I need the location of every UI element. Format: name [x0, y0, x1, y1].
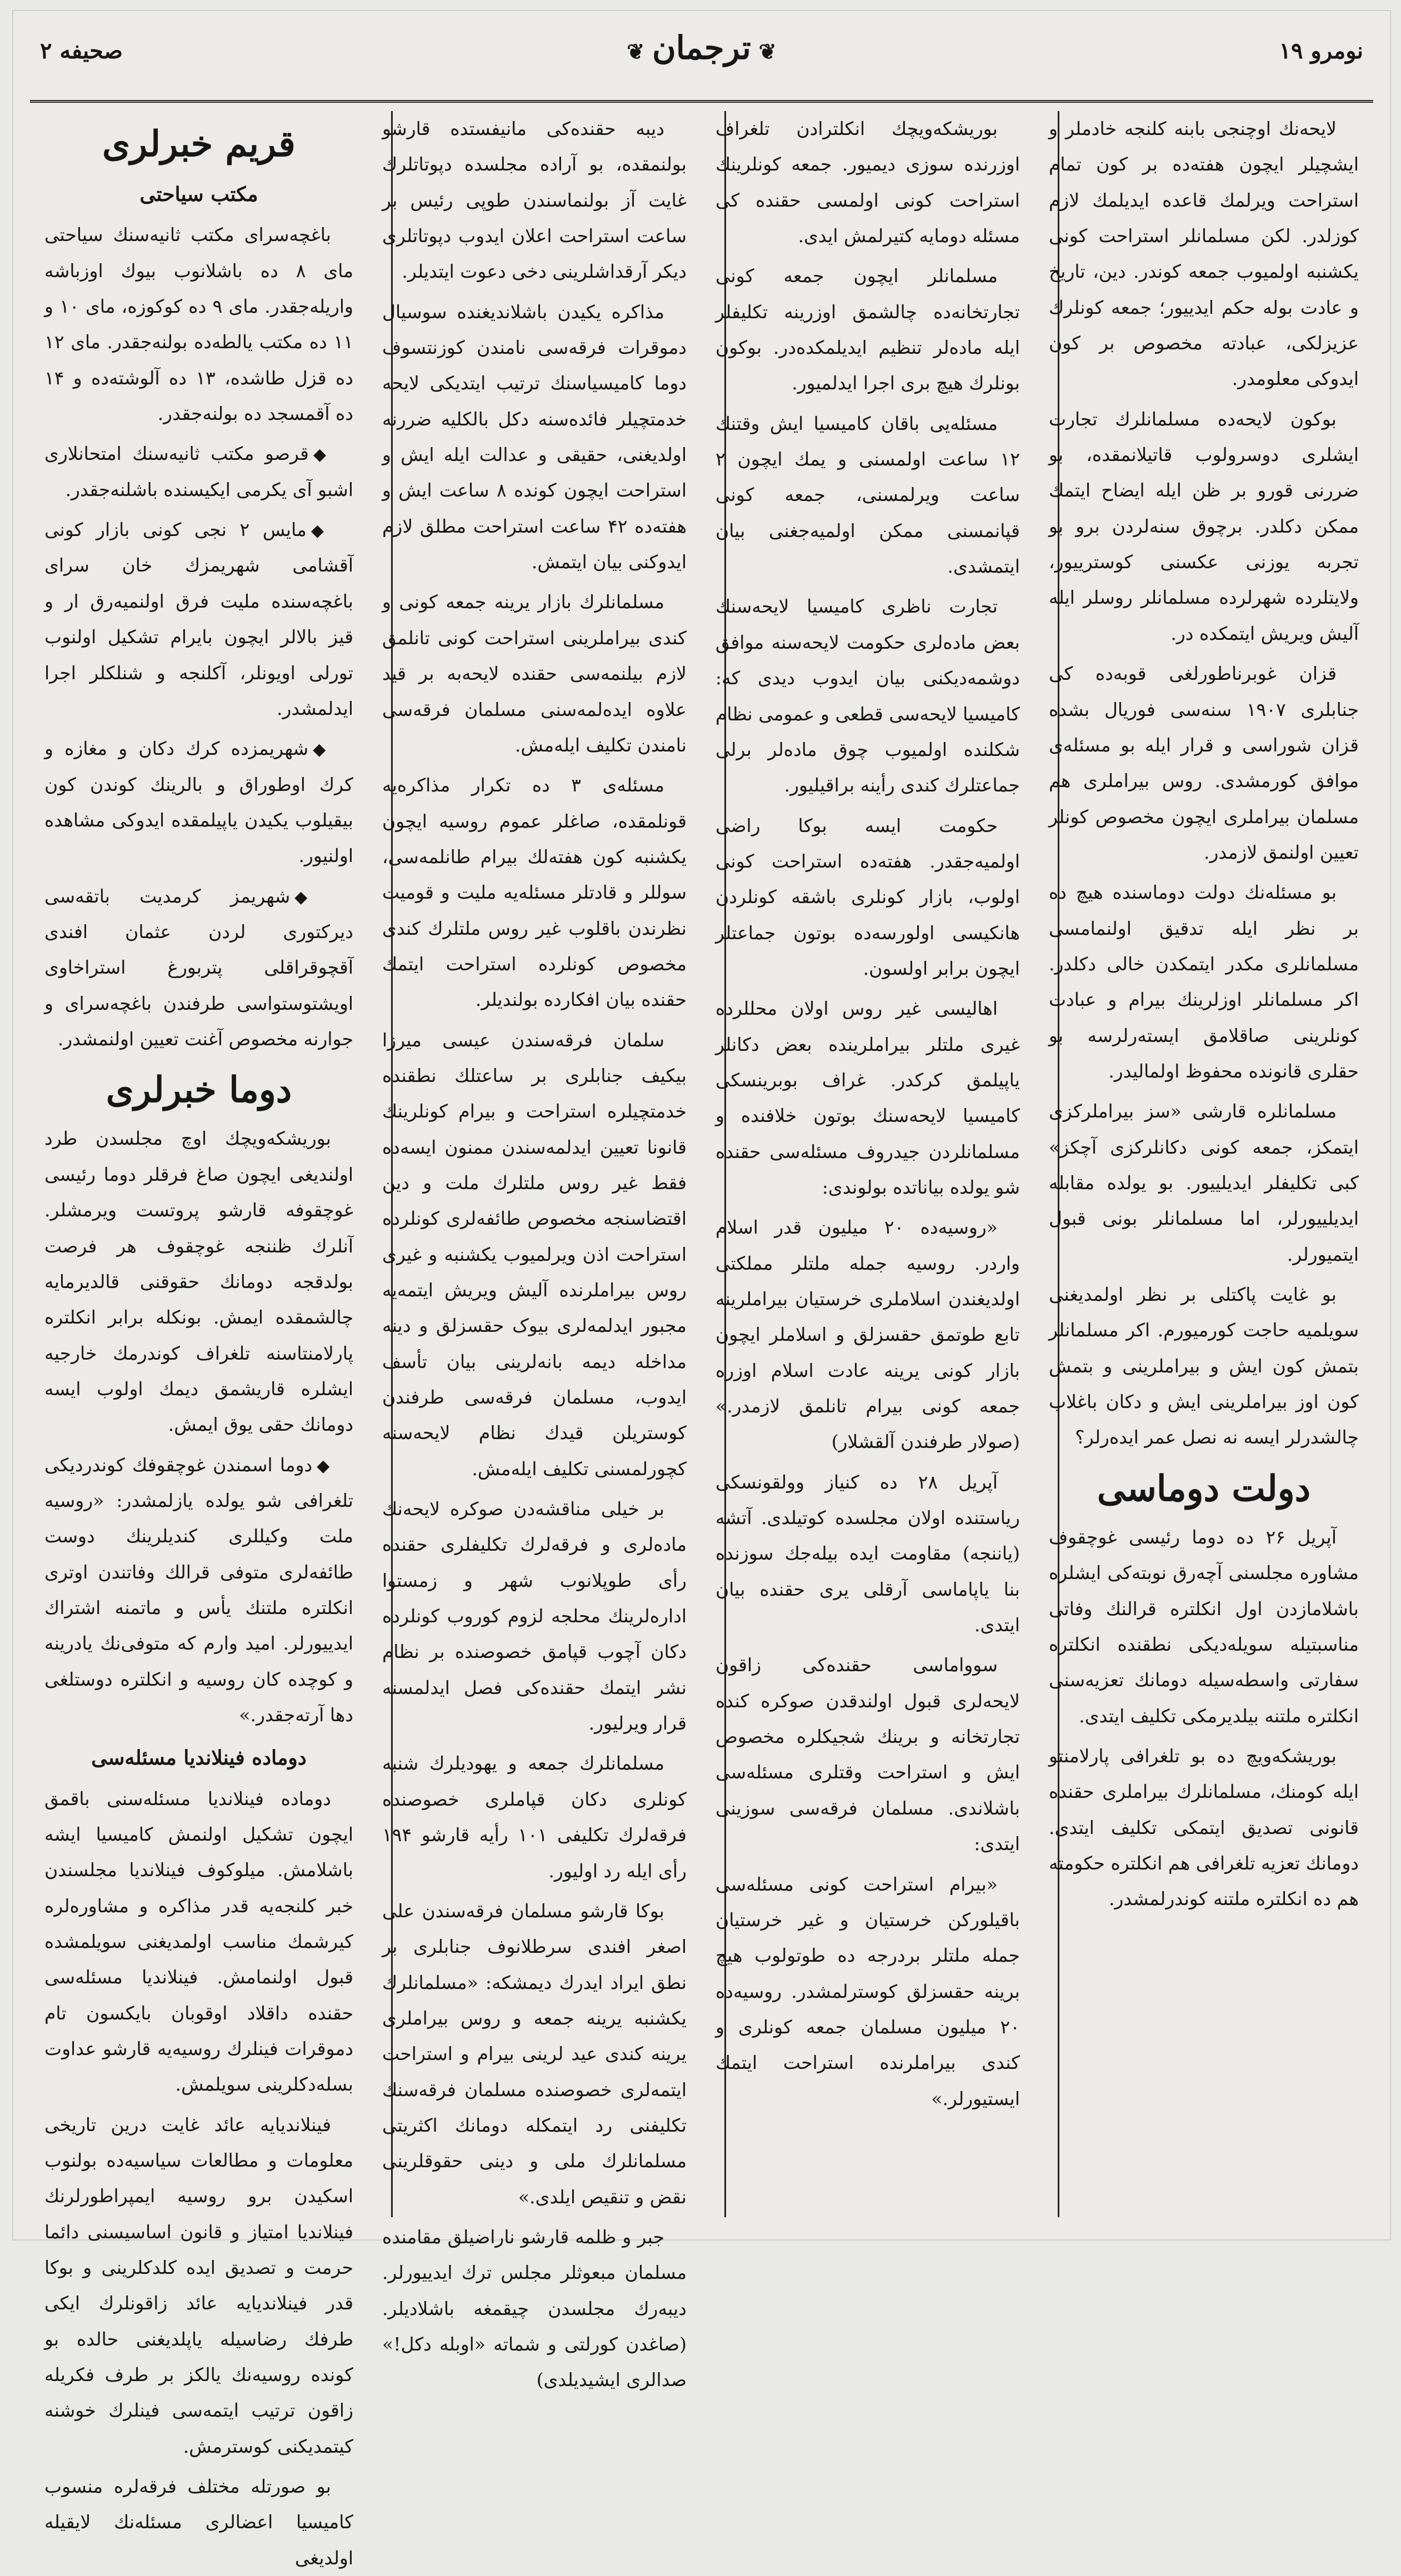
article-paragraph: مسئله‌یی باقان کامیسیا ایش وقتنك ۱۲ ساعت اولمسنی و یمك ایچون ۲ ساعت ویرلمسنی، جمعه کونی قپانمسنی ممکن اولمیه‌جغنی بیان ایتمشدی. [715, 412, 1020, 578]
article-paragraph: سوواماسی حقنده‌کی زاقون لایحه‌لری قبول اولندقدن صوکره کنده تجارتخانه و برینك شجیکلره مخصوص ایش و استراحت وقتلری مسئله‌سی باشلاندی. مسلمان فرقه‌سی سوزینی ایتدی: [715, 1654, 1020, 1855]
diamond-bullet-icon: ◆ [313, 740, 331, 760]
article-paragraph: مذاکره یکیدن باشلاندیغنده سوسیال دموقرات فرقه‌سی نامندن کوزنتسوف دوما کامیسیاسنك ترتیب ایتدیکی لایحه خدمتچیلر فائده‌سنه دکل بالکلیه ضررنه اولدیغنی، حقیقی و عدالت ایله ایش و استراحت ایچون کونده ۸ ساعت ایش و هفته‌ده ۴۲ ساعت استراحت مطلق لازم ایدوکنی بیان ایتمش. [382, 300, 687, 573]
article-paragraph: لایحه‌نك اوچنجی بابنه کلنجه خادملر و ایشچیلر ایچون هفته‌ده بر کون تمام استراحت ویرلمك قاعده ایدیلمك لازم کوزلدر. لکن مسلمانلر استراحت کونی یکشنبه اولمیوب جمعه کوندر. دین، تاریخ و عادت بوله حکم ایدییور؛ جمعه کونلرك عزیزلکی، عبادته مخصوص بر کون ایدوکی معلومدر. [1049, 118, 1359, 390]
article-paragraph: دوماده فینلاندیا مسئله‌سنی باقمق ایچون تشکیل اولنمش کامیسیا ایشه باشلامش. میلوکوف فینلاندیا مجلسندن خبر کلنجه‌یه قدر مذاکره و مشاوره‌لره کیرشمك مناسب اولمدیغنی سویلمشده قبول اولنمامش. فینلاندیا مسئله‌سی حقنده داقلاد اوقوبان بایکسون تام دموقرات فینلرك روسیه‌یه قارشو عداوت بسله‌دکلرینی سویلمش. [44, 1787, 353, 2096]
masthead [30, 19, 1373, 102]
article-paragraph: سلمان فرقه‌سندن عیسی میرزا بیکیف جنابلری بر ساعتلك نطقنده خدمتچیلره استراحت و بیرام کونلرینك قانونا تعیین ایدلمه‌سندن ممنون ایسه‌ده فقط غیر روس ملتلرك ملت و دین اقتضاسنجه مخصوص طائفه‌لری کونلرده استراحت اذن ویرلمیوب یکشنبه و غیری روس بیراملرنده آلیش ویریش ایتمه‌یه مجبور ایدلمه‌لری بیوک حقسزلق و دینه مداخله دیمه بانه‌لرینی بیان تأسف ایدوب، مسلمان فرقه‌سی طرفندن کوستریلن قیدك نظام لایحه‌سنه کچورلمسنی تکلیف ایله‌مش. [382, 1029, 687, 1480]
article-paragraph: تجارت ناظری کامیسیا لایحه‌سنك بعض ماده‌لری حکومت لایحه‌سنه موافق دوشمه‌دیکنی بیان ایدوب دیدی که: کامیسیا لایحه‌سی قطعی و عمومی نظام شکلنده اولمیوب چوق ماده‌لر برلی جماعتلرك کندی رأینه براقیلیور. [715, 595, 1020, 796]
article-paragraph: بر خیلی مناقشه‌دن صوکره لایحه‌نك ماده‌لری و فرقه‌لرك تکلیفلری حقنده رأی طوپلانوب شهر و زمستوا اداره‌لرینك محلجه لزوم کوروب کونلرده دکان آچوب قپامق خصوصنده بر نظام نشر ایتمك حقنده‌کی فصل ایدلمسنه قرار ویرلیور. [382, 1498, 687, 1735]
news-item [44, 512, 353, 726]
article-paragraph: مسلمانلره قارشی «سز بیراملرکزی ایتمکز، جمعه کونی دکانلرکزی آچکز» کبی تکلیفلر ایدیلییور. بو یولده مقابله ایدیلییورلر، اما مسلمانلر بونی قبول ایتمیورلر. [1049, 1100, 1359, 1265]
article-paragraph: مسلمانلرك بازار یرینه جمعه کونی و کندی بیراملرینی استراحت کونی تانلمق لازم بیلنمه‌سی حقنده لایحه‌به بر قید علاوه ایده‌لمه‌سنی مسلمان فرقه‌سی نامندن تکلیف ایله‌مش. [382, 591, 687, 756]
article-paragraph: آپریل ۲۸ ده کنیاز وولقونسکی ریاستنده اولان مجلسده کوتیلدی. آتشه (یاننجه) مقاومت ایده بیله‌جك سوزنده بنا یاپاماسی آرقلی یری حقنده بیان ایتدی. [715, 1471, 1020, 1636]
news-item-text: قرصو مکتب ثانیه‌سنك امتحانلاری اشبو آی یکرمی ایکیسنده باشلنه‌جقدر. [44, 443, 353, 500]
diamond-bullet-icon: ◆ [313, 445, 332, 465]
column-2 [701, 111, 1034, 2217]
article-paragraph: بوریشکه‌ویچك انکلترادن تلغراف اوزرنده سوزی دیمیور. جمعه کونلرینك استراحت کونی اولمسی حقنده کی مسئله دومایه کتیرلمش ایدی. [715, 118, 1020, 247]
article-paragraph: «روسیه‌ده ۲۰ میلیون قدر اسلام واردر. روسیه جمله ملتلر مملکتی اولدیغندن اسلاملری خرستیان بیراملرینه تابع طوتمق حقسزلق و اسلاملر ایچون بازار کونی یرینه عادت اسلام اوزره جمعه کونی بیرام تانلمق لازمدر.» (صولار طرفندن آلقشلار) [715, 1216, 1020, 1453]
subheading-school-trip: مکتب سیاحتی [139, 183, 258, 207]
column-1 [1034, 111, 1373, 2217]
diamond-bullet-icon: ◆ [317, 1456, 331, 1476]
ornament-icon: ❦ [627, 39, 645, 64]
article-paragraph: باغچه‌سرای مکتب ثانیه‌سنك سیاحتی مای ۸ ده باشلانوب بیوك اوزباشه واریله‌جقدر. مای ۹ ده کوکوزه، مای ۱۰ و ۱۱ ده مکتب یالطه‌ده بولنه‌جقدر. مای ۱۲ ده قزل طاشده، ۱۳ ده آلوشته‌ده و ۱۴ ده آقمسجد ده بولنه‌جقدر. [44, 224, 353, 425]
article-paragraph: بوکا قارشو مسلمان فرقه‌سندن علی اصغر افندی سرطلانوف جنابلری بر نطق ایراد ایدرك دیمشکه: «مسلمانلرك یکشنبه یرینه جمعه و روس بیراملری یرینه کندی عید لرینی بیرام و استراحت ایتمه‌لری خصوصنده مسلمان فرقه‌سنك تکلیفنی رد ایتمکله دومانك اکثریتی مسلمانلرك ملی و دینی حقوقلرینی نقض و تنقیص ایلدی.» [382, 1900, 687, 2208]
section-heading-crimea-news: قریم خبرلری [102, 123, 296, 165]
article-paragraph: جبر و ظلمه قارشو ناراضیلق مقامنده مسلمان مبعوثلر مجلس ترك ایدییورلر. دیبه‌رك مجلسدن چیقمغه باشلادیلر. (صاغدن کورلتی و شماته «اوبله دکل!» صدالری ایشیدیلدی) [382, 2226, 687, 2391]
news-item-text: شهریمز کرمدیت باتقه‌سی دیرکتوری لردن عثمان افندی آقچوقراقلی پتربورغ استراخاوی اویشتوستواسی طرفندن باغچه‌سرای و جوارنه مخصوص آغنت تعیین اولنمشدر. [44, 885, 353, 1050]
article-paragraph: «بیرام استراحت کونی مسئله‌سی باقیلورکن خرستیان و غیر خرستیان جمله ملتلر بردرجه ده طوتولوب هیچ برینه حقسزلق کوسترلمشدر. روسیه‌ده ۲۰ میلیون مسلمان جمعه کونلری و کندی بیراملرنده استراحت ایتمك ایستیورلر.» [715, 1873, 1020, 2109]
newspaper-title [619, 29, 784, 67]
article-paragraph: بوریشکه‌ویچ ده بو تلغرافی پارلامنتو ایله کومنك، مسلمانلرك بیراملری حقنده قانونی تصدیق ایتمکی تکلیف ایتدی. دومانك تعزیه تلغرافی هم انکلتره حکومته هم ده انکلتره ملتنه کوندرلمشدر. [1048, 1745, 1359, 1910]
subheading-finland-question: دوماده فینلاندیا مسئله‌سی [91, 1746, 307, 1770]
news-item-text: مایس ۲ نجی کونی بازار کونی آقشامی شهریمزك خان سرای باغچه‌سنده ملیت فرق اولنمیه‌رق ار و قیز بالالر ایچون بایرام تشکیل اولنوب تورلی اویونلر، آکلنجه و شنلکلر اجرا ایدلمشدر. [44, 519, 353, 719]
article-paragraph: بوکون لایحه‌ده مسلمانلرك تجارت ایشلری دوسرولوب قاتیلانمقده، بو ضررنی قورو بر ظن ایله ایضاح ایتمك ممکن دکلدر. برچوق سنه‌لردن برو بو تجربه یوزنی عکسنی کوسترییور، ولایتلرده شهرلرده مسلمانلر روسلر ایله آلیش ویریش ایتمکده در. [1049, 408, 1359, 644]
column-4 [30, 111, 368, 2569]
article-paragraph: بو مسئله‌نك دولت دوماسنده هیچ ده بر نظر ایله تدقیق اولنمامسی مسلمانلری مکدر ایتمکدن خالی دکلدر. اکر مسلمانلر اوزلرینك بیرام و عبادت کونلرینی صاقلامق ایسته‌رلرسه بو حقلری قانونده محفوظ اولمالیدر. [1049, 881, 1359, 1082]
article-paragraph: قزان غوبرناطورلغی قوبه‌ده کی جنابلری ۱۹۰۷ سنه‌سی فوریال بشده قزان شوراسی و قرار ایله بو مسئله‌ی موافق کورمشدی. روس بیراملری هم مسلمان بیراملری ایچون مخصوص کونلر تعیین اولنمق لازمدر. [1049, 663, 1359, 863]
section-heading-duma-news: دوما خبرلری [106, 1069, 292, 1111]
news-item [44, 731, 353, 874]
article-paragraph: مسئله‌ی ۳ ده تکرار مذاکره‌یه قونلمقده، صاغلر عموم روسیه ایچون یکشنبه کون هفته‌لك بیرام طانلمه‌سی، سوللر و قادتلر مسئله‌یه ملیت و قومیت نظرندن باقلوب غیر روس ملتلرك کندی مخصوص کونلرده استراحت ایتمك حقنده بیان افکارده بولندیلر. [382, 774, 687, 1011]
article-paragraph: مسلمانلر ایچون جمعه کونی تجارتخانه‌ده چالشمق اوزرینه تکلیفلر ایله ماده‌لر تنظیم ایدیلمکده‌در. بوکون بونلرك هیچ بری اجرا ایدلمیور. [715, 265, 1020, 394]
article-paragraph: بوریشکه‌ویچك اوچ مجلسدن طرد اولندیغی ایچون صاغ فرقلر دوما رئیسی غوچقوفه قارشو پروتست ویرمشلر. آنلرك ظننجه غوچقوف هر فرصت بولدقجه دومانك حقوقنی قالدیرمایه چالشمقده ایمش. بونکله برابر انکلتره پارلامنتاسنه تلغراف کوندرمك خارجیه ایشلره قاریشمق دیمك اولوب ایسه دومانك حقی یوق ایمش. [44, 1127, 353, 1436]
newspaper-title-text: ترجمان [652, 29, 751, 67]
news-item [44, 879, 353, 1058]
newspaper-page [12, 10, 1391, 2569]
news-item-text: دوما اسمندن غوچقوفك کوندردیکی تلغرافی شو یولده یازلمشدر: «روسیه ملت وکیللری کندیلرینك دوست طائفه‌لری متوفی قرالك وفاتندن اوتری انکلتره ملتنك یأس و ماتمنه اشتراك ایدییورلر. امید وارم که متوفی‌نك یادرینه و کوچده کان روسیه و انکلتره دوستلغی دها آرته‌جقدر.» [44, 1454, 353, 1726]
header-rule [30, 100, 1373, 103]
news-item [44, 1447, 353, 1733]
diamond-bullet-icon: ◆ [311, 521, 331, 541]
article-paragraph: حکومت ایسه بوکا راضی اولمیه‌جقدر. هفته‌ده استراحت کونی اولوب، بازار کونلری باشقه کونلردن هانکیسی اولورسه‌ده بوتون جماعتلر ایچون برابر اولسون. [715, 814, 1020, 979]
article-paragraph: بو صورتله مختلف فرقه‌لره منسوب کامیسیا اعضالری مسئله‌نك لایقیله اولدیغی [44, 2475, 353, 2569]
article-paragraph: آپریل ۲۶ ده دوما رئیسی غوچقوف مشاوره مجلسنی آچه‌رق نوبته‌کی ایشلره باشلامازدن اول انکلتره قرالنك وفاتی مناسبتیله سویله‌دیکی نطقنده انکلتره سفارتی واسطه‌سیله دومانك تعزیه‌سنی انکلتره ملتنه بیلدیرمکی تکلیف ایتدی. [1049, 1526, 1359, 1727]
page-number: صحیفه ۲ [40, 38, 123, 64]
article-paragraph: اهالیسی غیر روس اولان محللرده غیری ملتلر بیراملرینده بعض دکانلر یاپیلمق کرکدر. غراف بوبرینسکی کامیسیا لایحه‌سنك بوتون خلافنده و مسلمانلردن جیدروف مسئله‌سی حقنده شو یولده بیاناتده بولوندی: [715, 998, 1020, 1198]
column-3 [368, 111, 701, 2391]
ornament-icon: ❦ [758, 39, 777, 64]
article-paragraph: بو غایت پاکتلی بر نظر اولمدیغنی سویلمیه حاجت کورمیورم. اکر مسلمانلر بتمش کون ایش و بیراملرینی و بتمش کون اوز بیراملرینی ایش و دکان باغلاب چالشدرلر ایسه نه نصل عمر ایده‌رلر؟ [1049, 1284, 1359, 1449]
news-item [44, 436, 353, 508]
article-paragraph: فینلاندیایه عائد غایت درین تاریخی معلومات و مطالعات سیاسیه‌ده بولنوب اسکیدن برو روسیه ایمپراطورلرنك فینلاندیا امتیاز و قانون اساسیسنی دائما حرمت و تصدیق ایده کلدکلرینی و بوکا قدر فینلاندیایه عائد زاقونلرك ایکی طرفك رضاسیله یاپلدیغنی حالده بو کونده روسیه‌نك یالکز بر طرف فکریله زاقون ترتیب ایتمه‌سی فینلرك خوشنه کیتمدیکنی کوسترمش. [44, 2113, 353, 2457]
news-item-text: شهریمزده کرك دکان و مغازه و کرك اوطوراق و بالرینك کوندن کون بیقیلوب یکیدن یاپیلمقده ایدوکی مشاهده اولنیور. [44, 738, 353, 867]
diamond-bullet-icon: ◆ [294, 887, 331, 907]
article-paragraph: دیبه حقنده‌کی مانیفستده قارشو بولنمقده، بو آراده مجلسده دپوتاتلرك غایت آز بولنماسندن طوپی رئیس بر ساعت استراحت اعلان ایدوب دپوتاتلری دیکر آرقداشلرینی دخی دعوت ایتدیلر. [382, 118, 687, 283]
issue-number: نومرو ۱۹ [1279, 38, 1363, 64]
section-heading-state-duma: دولت دوماسی [1097, 1467, 1311, 1510]
article-paragraph: مسلمانلرك جمعه و یهودیلرك شنبه کونلری دکان قپاملری خصوصنده فرقه‌لرك تکلیفی ۱۰۱ رأیه قارشو ۱۹۴ رأی ایله رد اولیور. [382, 1752, 687, 1882]
